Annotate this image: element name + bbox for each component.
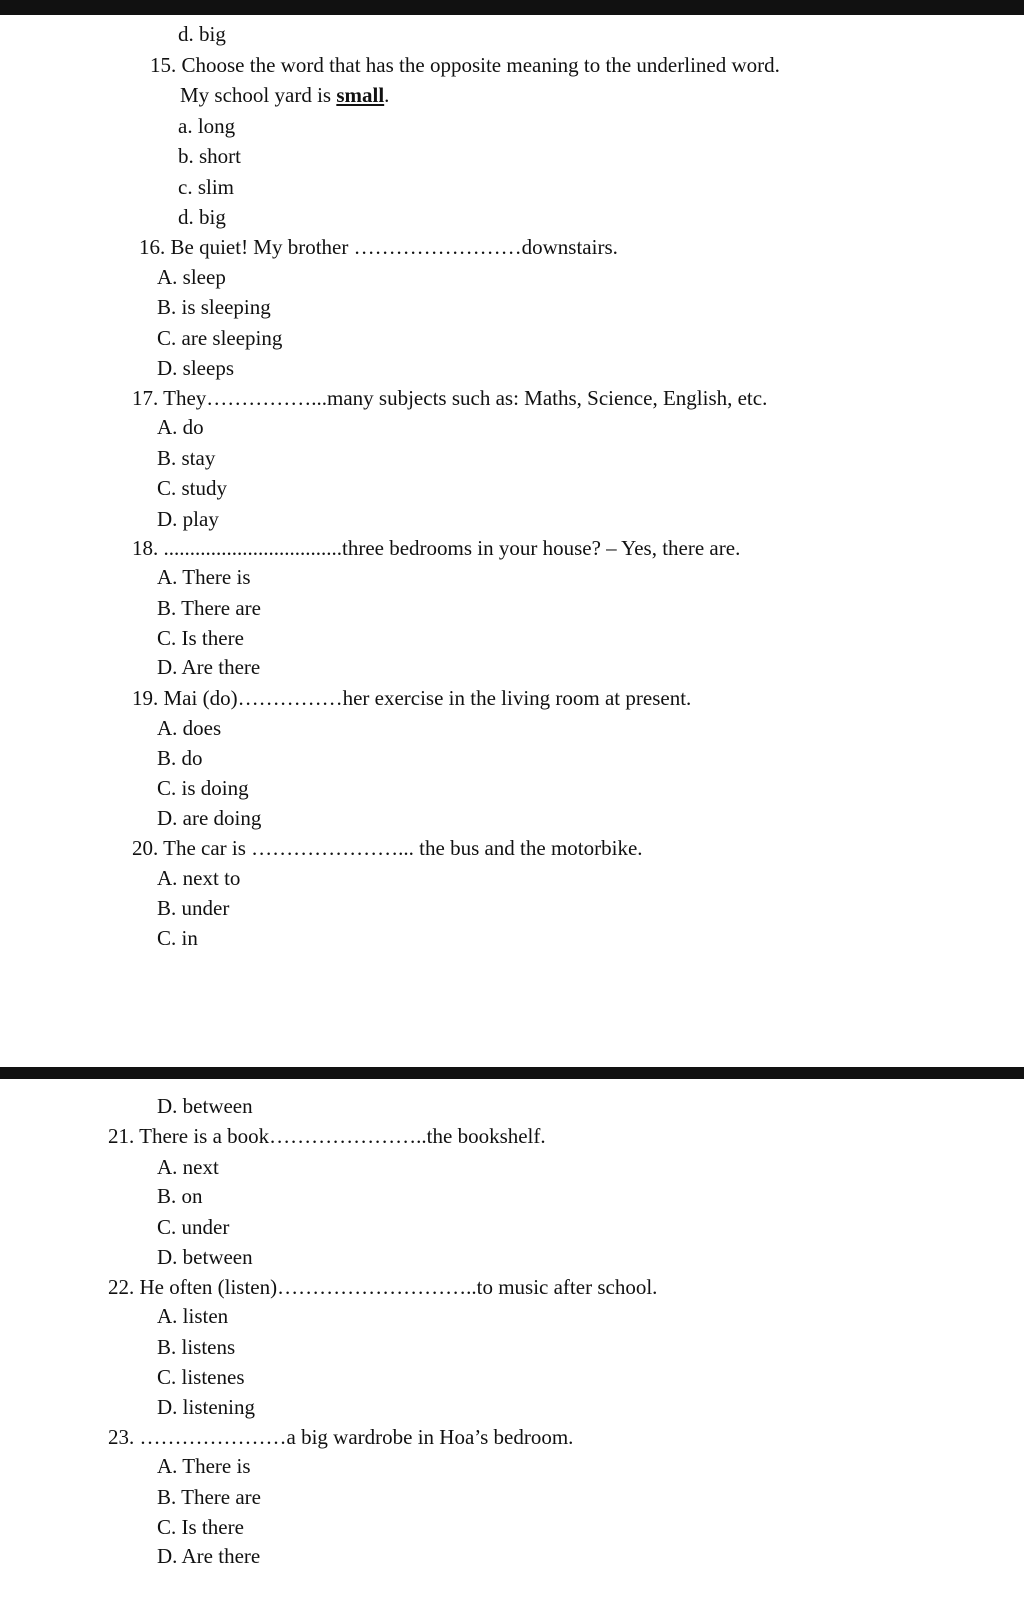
q16-option-c: C. are sleeping (157, 326, 283, 350)
q17-option-b: B. stay (157, 446, 216, 470)
q15-option-c: c. slim (178, 175, 234, 199)
q23-option-c: C. Is there (157, 1515, 244, 1539)
q22-prompt: 22. He often (listen)………………………..to music after school. (108, 1275, 658, 1299)
q19-option-c: C. is doing (157, 776, 249, 800)
q17-option-a: A. do (157, 415, 204, 439)
q22-option-d: D. listening (157, 1395, 255, 1419)
q19-option-d: D. are doing (157, 806, 262, 830)
q15-prompt: 15. Choose the word that has the opposite meaning to the underlined word. (150, 53, 780, 77)
q15-option-a: a. long (178, 114, 236, 138)
q16-option-b: B. is sleeping (157, 295, 271, 319)
q16-option-d: D. sleeps (157, 356, 234, 380)
q19-prompt: 19. Mai (do)……………her exercise in the living room at present. (132, 686, 692, 710)
q15-option-d: d. big (178, 205, 226, 229)
q20-prompt: 20. The car is …………………... the bus and the motorbike. (132, 836, 643, 860)
q18-prompt: 18. ..................................three bedrooms in your house? – Yes, there are. (132, 536, 741, 560)
q14-option-d: d. big (178, 22, 226, 46)
q20-option-b: B. under (157, 896, 230, 920)
q18-option-b: B. There are (157, 596, 261, 620)
q15-underlined-word: small (336, 83, 385, 107)
q18-option-d: D. Are there (157, 655, 261, 679)
q21-option-b: B. on (157, 1184, 203, 1208)
q21-option-c: C. under (157, 1215, 230, 1239)
q21-prompt: 21. There is a book…………………..the bookshelf. (108, 1124, 546, 1148)
q17-option-c: C. study (157, 476, 228, 500)
q18-option-c: C. Is there (157, 626, 244, 650)
q15-sentence (180, 82, 389, 108)
q15-sentence-start: My school yard is (180, 83, 337, 107)
q20-option-d: D. between (157, 1094, 253, 1118)
q23-option-b: B. There are (157, 1485, 261, 1509)
q15-option-b: b. short (178, 144, 241, 168)
q22-option-c: C. listenes (157, 1365, 245, 1389)
q20-option-a: A. next to (157, 866, 241, 890)
q21-option-d: D. between (157, 1245, 253, 1269)
top-border (0, 0, 1024, 15)
q16-prompt: 16. Be quiet! My brother ……………………downstairs. (139, 235, 618, 259)
q19-option-b: B. do (157, 746, 203, 770)
q16-option-a: A. sleep (157, 265, 226, 289)
q15-sentence-end: . (384, 83, 390, 107)
q18-option-a: A. There is (157, 565, 251, 589)
q23-prompt: 23. …………………a big wardrobe in Hoa’s bedroom. (108, 1425, 574, 1449)
q22-option-a: A. listen (157, 1304, 229, 1328)
q17-prompt: 17. They……………...many subjects such as: Maths, Science, English, etc. (132, 386, 768, 410)
q23-option-a: A. There is (157, 1454, 251, 1478)
q20-option-c: C. in (157, 926, 198, 950)
q17-option-d: D. play (157, 507, 219, 531)
q19-option-a: A. does (157, 716, 222, 740)
q23-option-d: D. Are there (157, 1544, 261, 1568)
page-divider (0, 1067, 1024, 1079)
q21-option-a: A. next (157, 1155, 219, 1179)
q22-option-b: B. listens (157, 1335, 236, 1359)
